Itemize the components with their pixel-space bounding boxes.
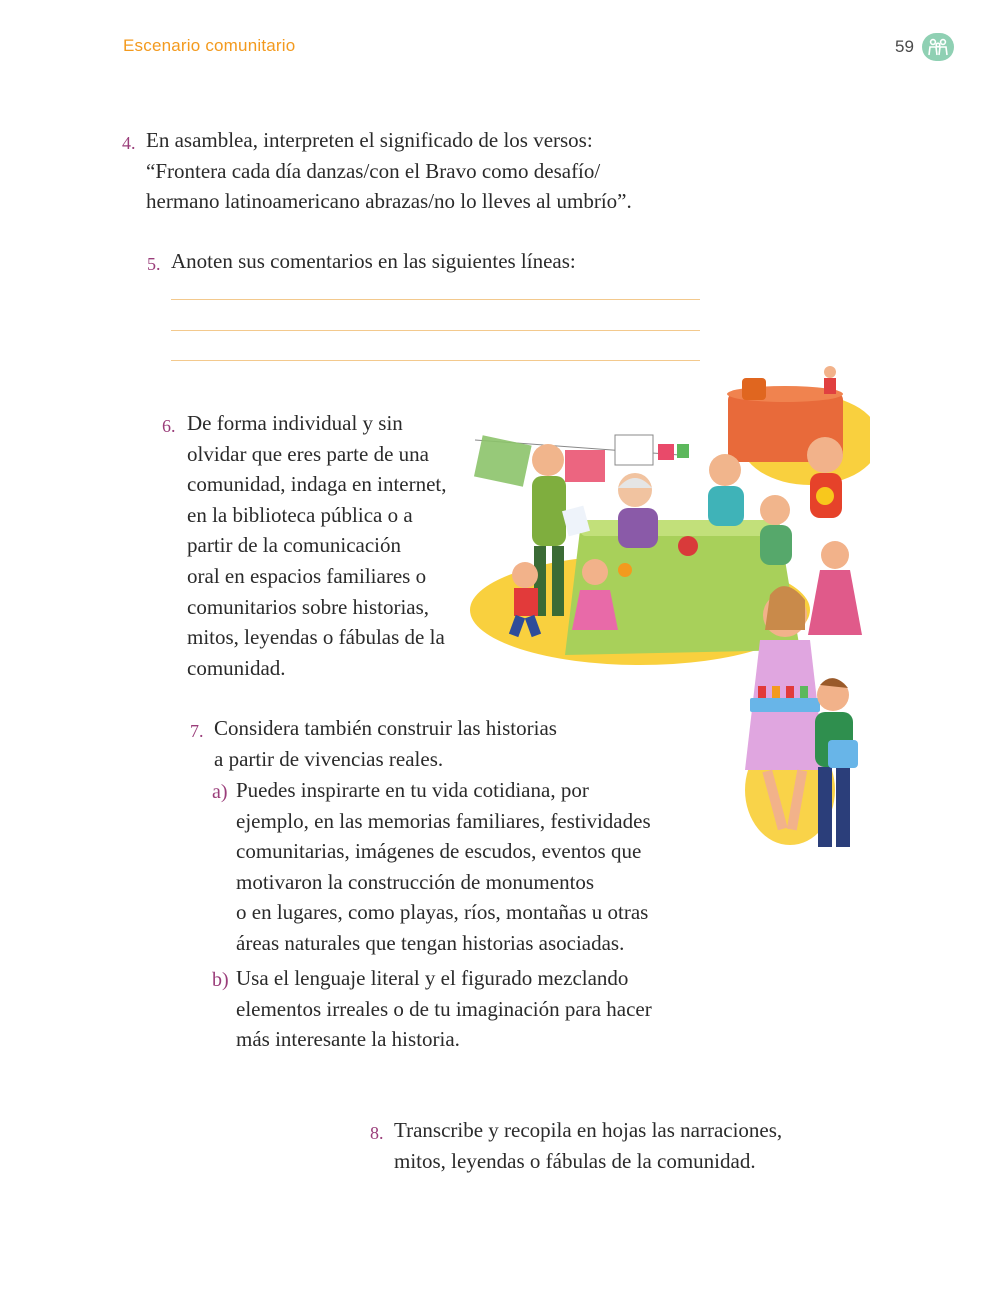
- question-8: [370, 1115, 870, 1176]
- page-number: 59: [895, 37, 914, 56]
- subitem-line: o en lugares, como playas, ríos, montañas u otras: [236, 900, 649, 925]
- question-line: mitos, leyendas o fábulas de la comunidad.: [394, 1148, 756, 1173]
- question-line: en la biblioteca pública o a: [187, 502, 413, 527]
- question-line: Transcribe y recopila en hojas las narraciones,: [394, 1118, 783, 1142]
- question-line: a partir de vivencias reales.: [214, 746, 444, 771]
- question-line: olvidar que eres parte de una: [187, 441, 429, 466]
- question-5: [147, 246, 707, 277]
- subitem-line: motivaron la construcción de monumentos: [236, 869, 595, 894]
- question-line: comunitarios sobre historias,: [187, 594, 430, 619]
- question-line: Considera también construir las historias: [214, 716, 557, 740]
- subitem-a: [212, 775, 682, 959]
- subitem-line: más interesante la historia.: [236, 1027, 460, 1052]
- question-line: “Frontera cada día danzas/con el Bravo como desafío/: [146, 158, 601, 183]
- subitem-line: comunitarias, imágenes de escudos, eventos que: [236, 839, 642, 864]
- question-number: 7.: [190, 721, 204, 741]
- question-line: comunidad.: [187, 655, 286, 680]
- question-line: hermano latinoamericano abrazas/no lo lleves al umbrío”.: [146, 189, 632, 214]
- subitem-b: [212, 963, 682, 1055]
- question-6: [162, 408, 472, 683]
- subitem-line: elementos irreales o de tu imaginación para hacer: [236, 996, 652, 1021]
- question-line: Anoten sus comentarios en las siguientes líneas:: [171, 249, 576, 273]
- subitem-letter: b): [212, 969, 229, 991]
- question-4: [122, 125, 722, 217]
- question-line: comunidad, indaga en internet,: [187, 472, 447, 497]
- question-number: 4.: [122, 133, 136, 153]
- question-line: En asamblea, interpreten el significado de los versos:: [146, 128, 593, 152]
- question-line: oral en espacios familiares o: [187, 563, 427, 588]
- question-line: partir de la comunicación: [187, 533, 401, 558]
- answer-line[interactable]: [171, 299, 700, 300]
- subitem-line: Usa el lenguaje literal y el figurado mezclando: [236, 966, 629, 990]
- question-line: mitos, leyendas o fábulas de la: [187, 625, 445, 650]
- community-people-icon: [922, 33, 954, 61]
- subitem-line: Puedes inspirarte en tu vida cotidiana, por: [236, 778, 589, 802]
- question-line: De forma individual y sin: [187, 411, 403, 435]
- section-title: Escenario comunitario: [123, 36, 296, 55]
- subitem-line: áreas naturales que tengan historias asociadas.: [236, 930, 625, 955]
- question-number: 6.: [162, 416, 176, 436]
- question-7: [190, 713, 670, 774]
- question-number: 5.: [147, 254, 161, 274]
- subitem-letter: a): [212, 781, 228, 803]
- answer-line[interactable]: [171, 330, 700, 331]
- subitem-line: ejemplo, en las memorias familiares, festividades: [236, 808, 651, 833]
- question-number: 8.: [370, 1123, 384, 1143]
